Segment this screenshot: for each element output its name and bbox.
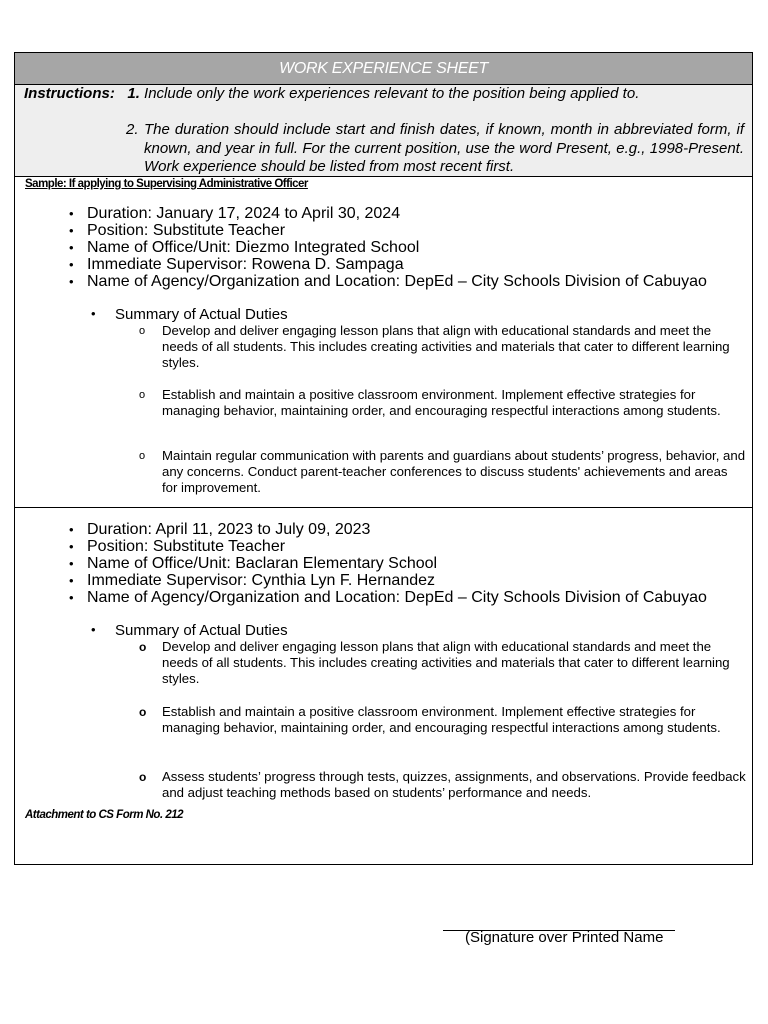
entry-divider (15, 507, 752, 508)
entry-duration: • Duration: April 11, 2023 to July 09, 2023 (69, 521, 371, 538)
signature-label: (Signature over Printed Name (465, 929, 664, 946)
bullet-icon: • (91, 306, 96, 321)
bullet-icon: • (91, 622, 96, 637)
summary-heading: • Summary of Actual Duties (91, 622, 288, 639)
entry-office: • Name of Office/Unit: Baclaran Elementary School (69, 555, 438, 572)
circle-bullet-icon: o (139, 770, 147, 784)
bullet-icon: • (69, 522, 74, 537)
entry-office: • Name of Office/Unit: Diezmo Integrated School (69, 239, 420, 256)
duty-item: o Assess students’ progress through tests, quizzes, assignments, and observations. Provide feedback and adjust teaching methods based on students’ performance and needs. (139, 769, 746, 801)
instruction-item-2 (126, 121, 744, 177)
duty-item: o Maintain regular communication with parents and guardians about students’ progress, behavior, and any concerns. Conduct parent-teacher conferences to discuss students' achievements and areas for improvement. (139, 448, 746, 496)
instructions-panel (15, 85, 752, 177)
circle-bullet-icon: o (139, 389, 146, 401)
entry-agency: • Name of Agency/Organization and Location: DepEd – City Schools Division of Cabuyao (69, 589, 707, 606)
bullet-icon: • (69, 590, 74, 605)
work-experience-sheet (14, 52, 753, 865)
instruction-1-text: Include only the work experiences relevant to the position being applied to. (144, 85, 640, 102)
circle-bullet-icon: o (139, 640, 147, 654)
bullet-icon: • (69, 573, 74, 588)
sheet-title: WORK EXPERIENCE SHEET (15, 53, 752, 85)
instructions-label: Instructions: (24, 85, 115, 102)
instruction-2-text: The duration should include start and finish dates, if known, month in abbreviated form, if known, and year in full. For the current position, use the word Present, e.g., 1998-Present. Work experience should be listed from most recent first. (144, 121, 744, 175)
duty-item: o Establish and maintain a positive classroom environment. Implement effective strategies for managing behavior, maintaining order, and encouraging respectful interactions among students. (139, 704, 721, 736)
circle-bullet-icon: o (139, 705, 147, 719)
bullet-icon: • (69, 539, 74, 554)
duty-item: o Develop and deliver engaging lesson plans that align with educational standards and meet the needs of all students. This includes creating activities and materials that cater to different learning styles. (139, 639, 730, 687)
entry-supervisor: • Immediate Supervisor: Cynthia Lyn F. Hernandez (69, 572, 436, 589)
entry-supervisor: • Immediate Supervisor: Rowena D. Sampaga (69, 256, 404, 273)
circle-bullet-icon: o (139, 450, 146, 462)
entry-duration: • Duration: January 17, 2024 to April 30, 2024 (69, 205, 401, 222)
entry-position: • Position: Substitute Teacher (69, 222, 286, 239)
sample-note: Sample: If applying to Supervising Administrative Officer (25, 178, 308, 190)
bullet-icon: • (69, 257, 74, 272)
instruction-item-1 (24, 85, 639, 102)
bullet-icon: • (69, 240, 74, 255)
duty-item: o Establish and maintain a positive classroom environment. Implement effective strategies for managing behavior, maintaining order, and encouraging respectful interactions among students. (139, 387, 721, 419)
circle-bullet-icon: o (139, 325, 146, 337)
instruction-2-number: 2. (126, 121, 139, 138)
entry-agency: • Name of Agency/Organization and Location: DepEd – City Schools Division of Cabuyao (69, 273, 707, 290)
duty-item: o Develop and deliver engaging lesson plans that align with educational standards and meet the needs of all students. This includes creating activities and materials that cater to different learning styles. (139, 323, 730, 371)
entry-position: • Position: Substitute Teacher (69, 538, 286, 555)
bullet-icon: • (69, 556, 74, 571)
attachment-note: Attachment to CS Form No. 212 (25, 809, 184, 821)
bullet-icon: • (69, 223, 74, 238)
bullet-icon: • (69, 206, 74, 221)
summary-heading: • Summary of Actual Duties (91, 306, 288, 323)
instruction-1-number: 1. (127, 85, 140, 102)
bullet-icon: • (69, 274, 74, 289)
